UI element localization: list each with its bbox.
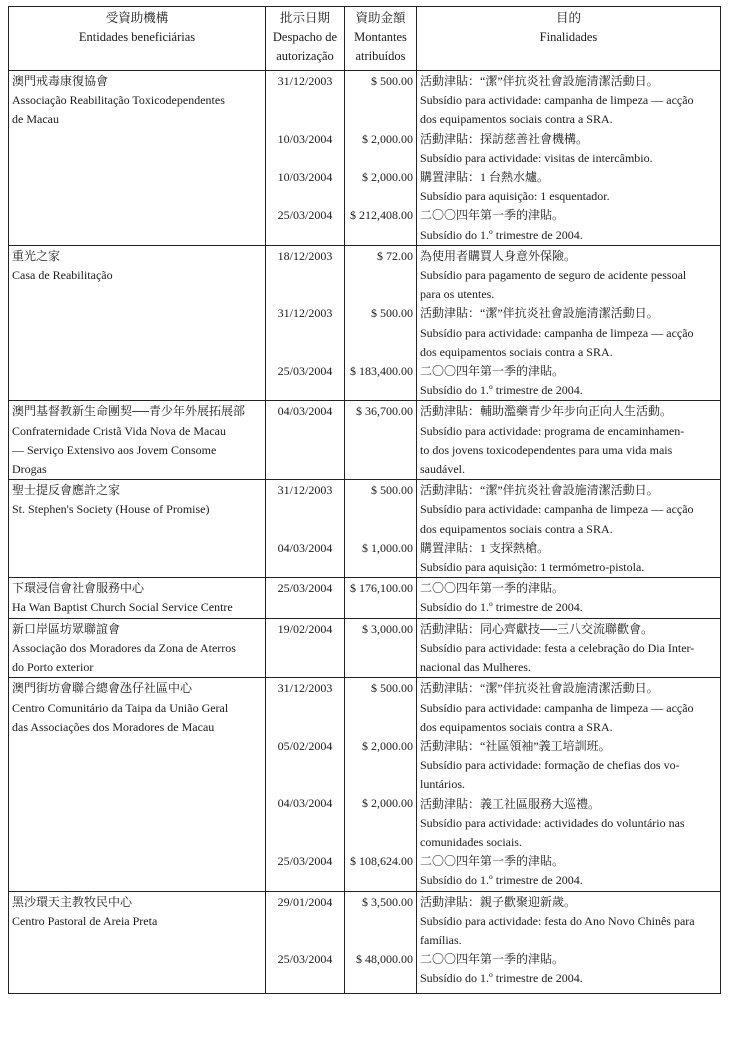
amount-cell bbox=[345, 618, 417, 678]
purpose-line: Subsídio para actividade: festa a celebração do Dia Inter- bbox=[420, 640, 695, 655]
dispatch-date: 29/01/2004 bbox=[277, 894, 333, 909]
entity-cell bbox=[9, 245, 266, 401]
purpose-line: 二〇〇四年第一季的津貼。 bbox=[420, 952, 565, 967]
amount-value: $ 2,000.00 bbox=[362, 796, 413, 811]
purpose-line: 活動津貼：“社區領袖”義工培訓班。 bbox=[420, 738, 611, 753]
purpose-cell bbox=[417, 891, 721, 993]
dispatch-date: 19/02/2004 bbox=[277, 621, 333, 636]
purpose-cell bbox=[417, 480, 721, 578]
dispatch-date: 25/03/2004 bbox=[277, 208, 333, 223]
entity-name-line: Confraternidade Cristã Vida Nova de Macau bbox=[12, 423, 226, 438]
dispatch-date: 31/12/2003 bbox=[277, 74, 333, 88]
entity-name-line: 澳門街坊會聯合總會氹仔社區中心 bbox=[12, 681, 193, 696]
purpose-line: Subsídio para actividade: campanha de limpeza — acção bbox=[420, 325, 694, 340]
purpose-line: Subsídio para actividade: campanha de limpeza — acção bbox=[420, 93, 694, 108]
purpose-line: Subsídio para actividade: actividades do voluntário nas bbox=[420, 815, 685, 830]
purpose-line: luntários. bbox=[420, 777, 465, 792]
date-cell bbox=[266, 678, 345, 891]
entity-cell bbox=[9, 401, 266, 480]
entity-name-line: das Associações dos Moradores de Macau bbox=[12, 719, 215, 734]
purpose-line: Subsídio do 1.º trimestre de 2004. bbox=[420, 873, 583, 888]
purpose-line: 活動津貼：“潔”伴抗炎社會設施清潔活動日。 bbox=[420, 74, 659, 88]
amount-cell bbox=[345, 578, 417, 618]
entity-name-line: 澳門基督教新生命團契──青少年外展拓展部 bbox=[12, 404, 246, 419]
purpose-line: Subsídio para actividade: campanha de limpeza — acção bbox=[420, 502, 694, 517]
entity-name-line: Centro Comunitário da Taipa da União Geral bbox=[12, 700, 229, 715]
table-row bbox=[9, 678, 721, 891]
purpose-line: 二〇〇四年第一季的津貼。 bbox=[420, 364, 565, 379]
dispatch-date: 25/03/2004 bbox=[277, 581, 333, 596]
table-row bbox=[9, 618, 721, 678]
purpose-line: Subsídio para actividade: visitas de intercâmbio. bbox=[420, 150, 653, 165]
purpose-line: Subsídio para aquisição: 1 termómetro-pistola. bbox=[420, 560, 645, 575]
entity-cell bbox=[9, 618, 266, 678]
entity-name-line: 澳門戒毒康復協會 bbox=[12, 74, 109, 88]
entity-cell bbox=[9, 480, 266, 578]
date-cell bbox=[266, 71, 345, 246]
purpose-line: 活動津貼：探訪慈善社會機構。 bbox=[420, 131, 589, 146]
entity-name-line: Centro Pastoral de Areia Preta bbox=[12, 913, 158, 928]
purpose-line: Subsídio do 1.º trimestre de 2004. bbox=[420, 971, 583, 986]
amount-value: $ 183,400.00 bbox=[350, 364, 413, 379]
purpose-line: dos equipamentos sociais contra a SRA. bbox=[420, 112, 613, 127]
purpose-line: 活動津貼：同心齊獻技──三八交流聯歡會。 bbox=[420, 621, 654, 636]
amount-value: $ 500.00 bbox=[371, 483, 413, 498]
dispatch-date: 31/12/2003 bbox=[277, 306, 333, 321]
entity-cell bbox=[9, 578, 266, 618]
purpose-cell bbox=[417, 401, 721, 480]
amount-value: $ 500.00 bbox=[371, 306, 413, 321]
dispatch-date: 25/03/2004 bbox=[277, 854, 333, 869]
purpose-line: 二〇〇四年第一季的津貼。 bbox=[420, 208, 565, 223]
entity-cell bbox=[9, 891, 266, 993]
date-cell bbox=[266, 891, 345, 993]
amount-value: $ 500.00 bbox=[371, 74, 413, 88]
purpose-line: Subsídio do 1.º trimestre de 2004. bbox=[420, 227, 583, 242]
entity-cell bbox=[9, 71, 266, 246]
amount-value: $ 48,000.00 bbox=[356, 952, 413, 967]
purpose-cell bbox=[417, 71, 721, 246]
amount-value: $ 3,000.00 bbox=[362, 621, 413, 636]
purpose-line: 購置津貼：1 支探熱槍。 bbox=[420, 540, 550, 555]
purpose-line: Subsídio para actividade: programa de encaminhamen- bbox=[420, 423, 685, 438]
dispatch-date: 04/03/2004 bbox=[277, 540, 333, 555]
purpose-line: comunidades sociais. bbox=[420, 834, 522, 849]
amount-cell bbox=[345, 245, 417, 401]
amount-cell bbox=[345, 678, 417, 891]
entity-name-line: Casa de Reabilitação bbox=[12, 268, 113, 283]
amount-value: $ 2,000.00 bbox=[362, 131, 413, 146]
dispatch-date: 10/03/2004 bbox=[277, 131, 333, 146]
dispatch-date: 18/12/2003 bbox=[277, 248, 333, 263]
purpose-line: 活動津貼：親子歡聚迎新歲。 bbox=[420, 894, 577, 909]
entity-name-line: St. Stephen's Society (House of Promise) bbox=[12, 502, 210, 517]
amount-value: $ 108,624.00 bbox=[350, 854, 413, 869]
purpose-line: 二〇〇四年第一季的津貼。 bbox=[420, 581, 565, 596]
entity-name-line: 重光之家 bbox=[12, 248, 61, 263]
table-row bbox=[9, 891, 721, 993]
table-row bbox=[9, 578, 721, 618]
amount-value: $ 2,000.00 bbox=[362, 169, 413, 184]
purpose-line: Subsídio para aquisição: 1 esquentador. bbox=[420, 189, 610, 204]
entity-cell bbox=[9, 678, 266, 891]
entity-name-line: 黑沙環天主教牧民中心 bbox=[12, 894, 133, 909]
purpose-line: 活動津貼：“潔”伴抗炎社會設施清潔活動日。 bbox=[420, 483, 659, 498]
purpose-line: Subsídio para actividade: festa do Ano Novo Chinês para bbox=[420, 913, 695, 928]
dispatch-date: 31/12/2003 bbox=[277, 483, 333, 498]
purpose-line: 二〇〇四年第一季的津貼。 bbox=[420, 854, 565, 869]
amount-value: $ 2,000.00 bbox=[362, 738, 413, 753]
amount-value: $ 212,408.00 bbox=[350, 208, 413, 223]
purpose-line: famílias. bbox=[420, 932, 462, 947]
date-cell bbox=[266, 480, 345, 578]
entity-name-line: 聖士提反會應許之家 bbox=[12, 483, 121, 498]
purpose-line: Subsídio para actividade: campanha de limpeza — acção bbox=[420, 700, 694, 715]
date-cell bbox=[266, 578, 345, 618]
entity-name-line: do Porto exterior bbox=[12, 660, 94, 675]
entity-name-line: Ha Wan Baptist Church Social Service Centre bbox=[12, 600, 233, 615]
header-dispatch-date: 批示日期 Despacho de autorização bbox=[266, 7, 345, 71]
amount-cell bbox=[345, 71, 417, 246]
header-amounts: 資助金額 Montantes atribuídos bbox=[345, 7, 417, 71]
purpose-cell bbox=[417, 678, 721, 891]
purpose-line: 活動津貼：輔助濫藥青少年步向正向人生活動。 bbox=[420, 404, 673, 419]
entity-name-line: 下環浸信會社會服務中心 bbox=[12, 581, 145, 596]
purpose-line: dos equipamentos sociais contra a SRA. bbox=[420, 719, 613, 734]
amount-value: $ 36,700.00 bbox=[356, 404, 413, 419]
dispatch-date: 04/03/2004 bbox=[277, 404, 333, 419]
entity-name-line: 新口岸區坊眾聯誼會 bbox=[12, 621, 121, 636]
dispatch-date: 31/12/2003 bbox=[277, 681, 333, 696]
purpose-line: to dos jovens toxicodependentes para uma vida mais bbox=[420, 442, 673, 457]
purpose-line: saudável. bbox=[420, 462, 465, 477]
purpose-line: dos equipamentos sociais contra a SRA. bbox=[420, 344, 613, 359]
amount-value: $ 1,000.00 bbox=[362, 540, 413, 555]
table-row bbox=[9, 401, 721, 480]
table-row bbox=[9, 245, 721, 401]
entity-name-line: — Serviço Extensivo aos Jovem Consome bbox=[12, 442, 217, 457]
amount-cell bbox=[345, 401, 417, 480]
date-cell bbox=[266, 245, 345, 401]
entity-name-line: Associação dos Moradores da Zona de Aterros bbox=[12, 640, 236, 655]
date-cell bbox=[266, 401, 345, 480]
amount-value: $ 72.00 bbox=[377, 248, 413, 263]
date-cell bbox=[266, 618, 345, 678]
table-row bbox=[9, 480, 721, 578]
dispatch-date: 25/03/2004 bbox=[277, 952, 333, 967]
purpose-line: nacional das Mulheres. bbox=[420, 660, 531, 675]
amount-value: $ 3,500.00 bbox=[362, 894, 413, 909]
dispatch-date: 25/03/2004 bbox=[277, 364, 333, 379]
purpose-line: Subsídio do 1.º trimestre de 2004. bbox=[420, 383, 583, 398]
dispatch-date: 10/03/2004 bbox=[277, 169, 333, 184]
table-header-row bbox=[9, 7, 721, 71]
amount-value: $ 176,100.00 bbox=[350, 581, 413, 596]
header-entities: 受資助機構 Entidades beneficiárias bbox=[9, 7, 266, 71]
purpose-line: 為使用者購買人身意外保險。 bbox=[420, 248, 577, 263]
purpose-cell bbox=[417, 245, 721, 401]
purpose-cell bbox=[417, 578, 721, 618]
purpose-line: Subsídio para pagamento de seguro de acidente pessoal bbox=[420, 268, 687, 283]
entity-name-line: Drogas bbox=[12, 462, 47, 477]
entity-name-line: Associação Reabilitação Toxicodependentes bbox=[12, 93, 225, 108]
purpose-line: para os utentes. bbox=[420, 287, 495, 302]
purpose-line: 活動津貼：“潔”伴抗炎社會設施清潔活動日。 bbox=[420, 681, 659, 696]
amount-cell bbox=[345, 891, 417, 993]
purpose-line: 活動津貼：“潔”伴抗炎社會設施清潔活動日。 bbox=[420, 306, 659, 321]
subsidy-table bbox=[8, 6, 721, 994]
table-row bbox=[9, 71, 721, 246]
subsidy-document bbox=[8, 6, 720, 994]
amount-value: $ 500.00 bbox=[371, 681, 413, 696]
purpose-line: dos equipamentos sociais contra a SRA. bbox=[420, 521, 613, 536]
purpose-line: 購置津貼：1 台熱水爐。 bbox=[420, 170, 550, 185]
entity-name-line: de Macau bbox=[12, 112, 59, 127]
purpose-cell bbox=[417, 618, 721, 678]
purpose-line: 活動津貼：義工社區服務大巡禮。 bbox=[420, 796, 601, 811]
purpose-line: Subsídio para actividade: formação de chefias dos vo- bbox=[420, 758, 680, 773]
purpose-line: Subsídio do 1.º trimestre de 2004. bbox=[420, 600, 583, 615]
dispatch-date: 05/02/2004 bbox=[277, 738, 333, 753]
header-purposes: 目的 Finalidades bbox=[417, 7, 721, 71]
dispatch-date: 04/03/2004 bbox=[277, 796, 333, 811]
amount-cell bbox=[345, 480, 417, 578]
